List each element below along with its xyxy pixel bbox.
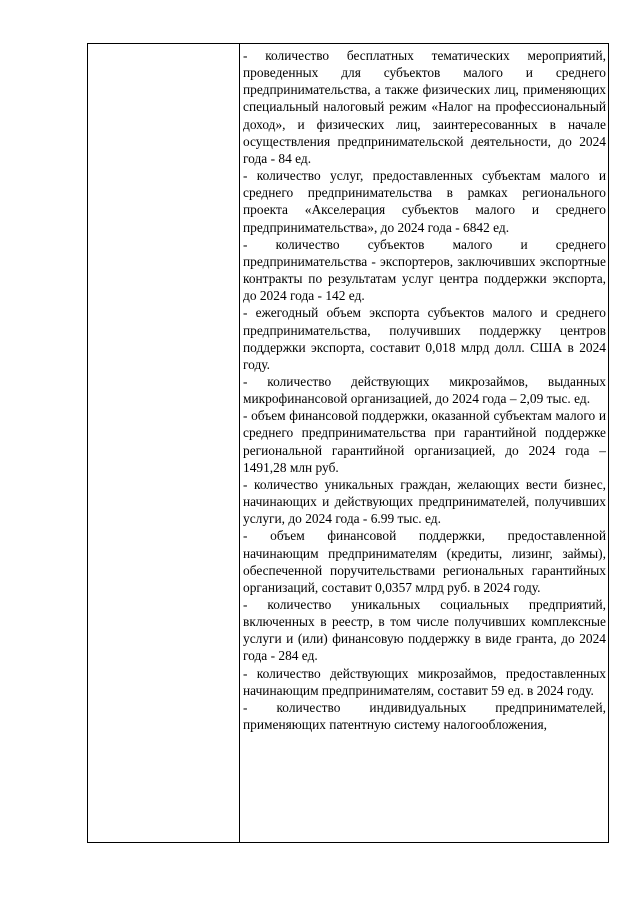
indicator-paragraph: - количество субъектов малого и среднего предпринимательства - экспортеров, заключивших экспортные контракты по результатам услуг центра поддержки экспорта, до 2024 года - 142 ед. bbox=[243, 236, 606, 304]
document-table bbox=[87, 43, 609, 843]
indicator-paragraph: - количество уникальных социальных предприятий, включенных в реестр, в том числе получивших комплексные услуги и (или) финансовую поддержку в виде гранта, до 2024 года - 284 ед. bbox=[243, 597, 606, 664]
indicator-paragraph: - количество действующих микрозаймов, предоставленных начинающим предпринимателям, составит 59 ед. в 2024 году. bbox=[243, 665, 606, 698]
indicator-paragraph: - количество уникальных граждан, желающих вести бизнес, начинающих и действующих предпринимателей, получивших услуги, до 2024 года - 6.99 тыс. ед. bbox=[243, 476, 606, 527]
table-left-cell bbox=[88, 44, 240, 842]
indicator-paragraph: - количество действующих микрозаймов, выданных микрофинансовой организацией, до 2024 года – 2,09 тыс. ед. bbox=[243, 373, 606, 407]
indicator-paragraph: - количество индивидуальных предпринимателей, применяющих патентную систему налогообложения, bbox=[243, 699, 606, 733]
indicator-paragraph: - объем финансовой поддержки, оказанной субъектам малого и среднего предпринимательства при гарантийной поддержке региональной гарантийной организацией, до 2024 года – 1491,28 млн руб. bbox=[243, 408, 606, 475]
indicator-paragraph: - количество услуг, предоставленных субъектам малого и среднего предпринимательства в рамках регионального проекта «Акселерация субъектов малого и среднего предпринимательства», до 2024 года - 6842 ед. bbox=[243, 168, 606, 235]
indicator-paragraph: - ежегодный объем экспорта субъектов малого и среднего предпринимательства, получивших поддержку центров поддержки экспорта, составит 0,018 млрд долл. США в 2024 году. bbox=[243, 305, 606, 372]
table-right-cell bbox=[240, 44, 608, 842]
indicator-paragraph: - количество бесплатных тематических мероприятий, проведенных для субъектов малого и среднего предпринимательства, а также физических лиц, применяющих специальный налоговый режим «Налог на профессиональный доход», и физических лиц, заинтересованных в начале осуществления предпринимательской деятельности, до 2024 года - 84 ед. bbox=[243, 48, 606, 166]
indicator-paragraph: - объем финансовой поддержки, предоставленной начинающим предпринимателям (кредиты, лизинг, займы), обеспеченной поручительствами региональных гарантийных организаций, составит 0,0357 млрд руб. в 2024 году. bbox=[243, 528, 606, 595]
